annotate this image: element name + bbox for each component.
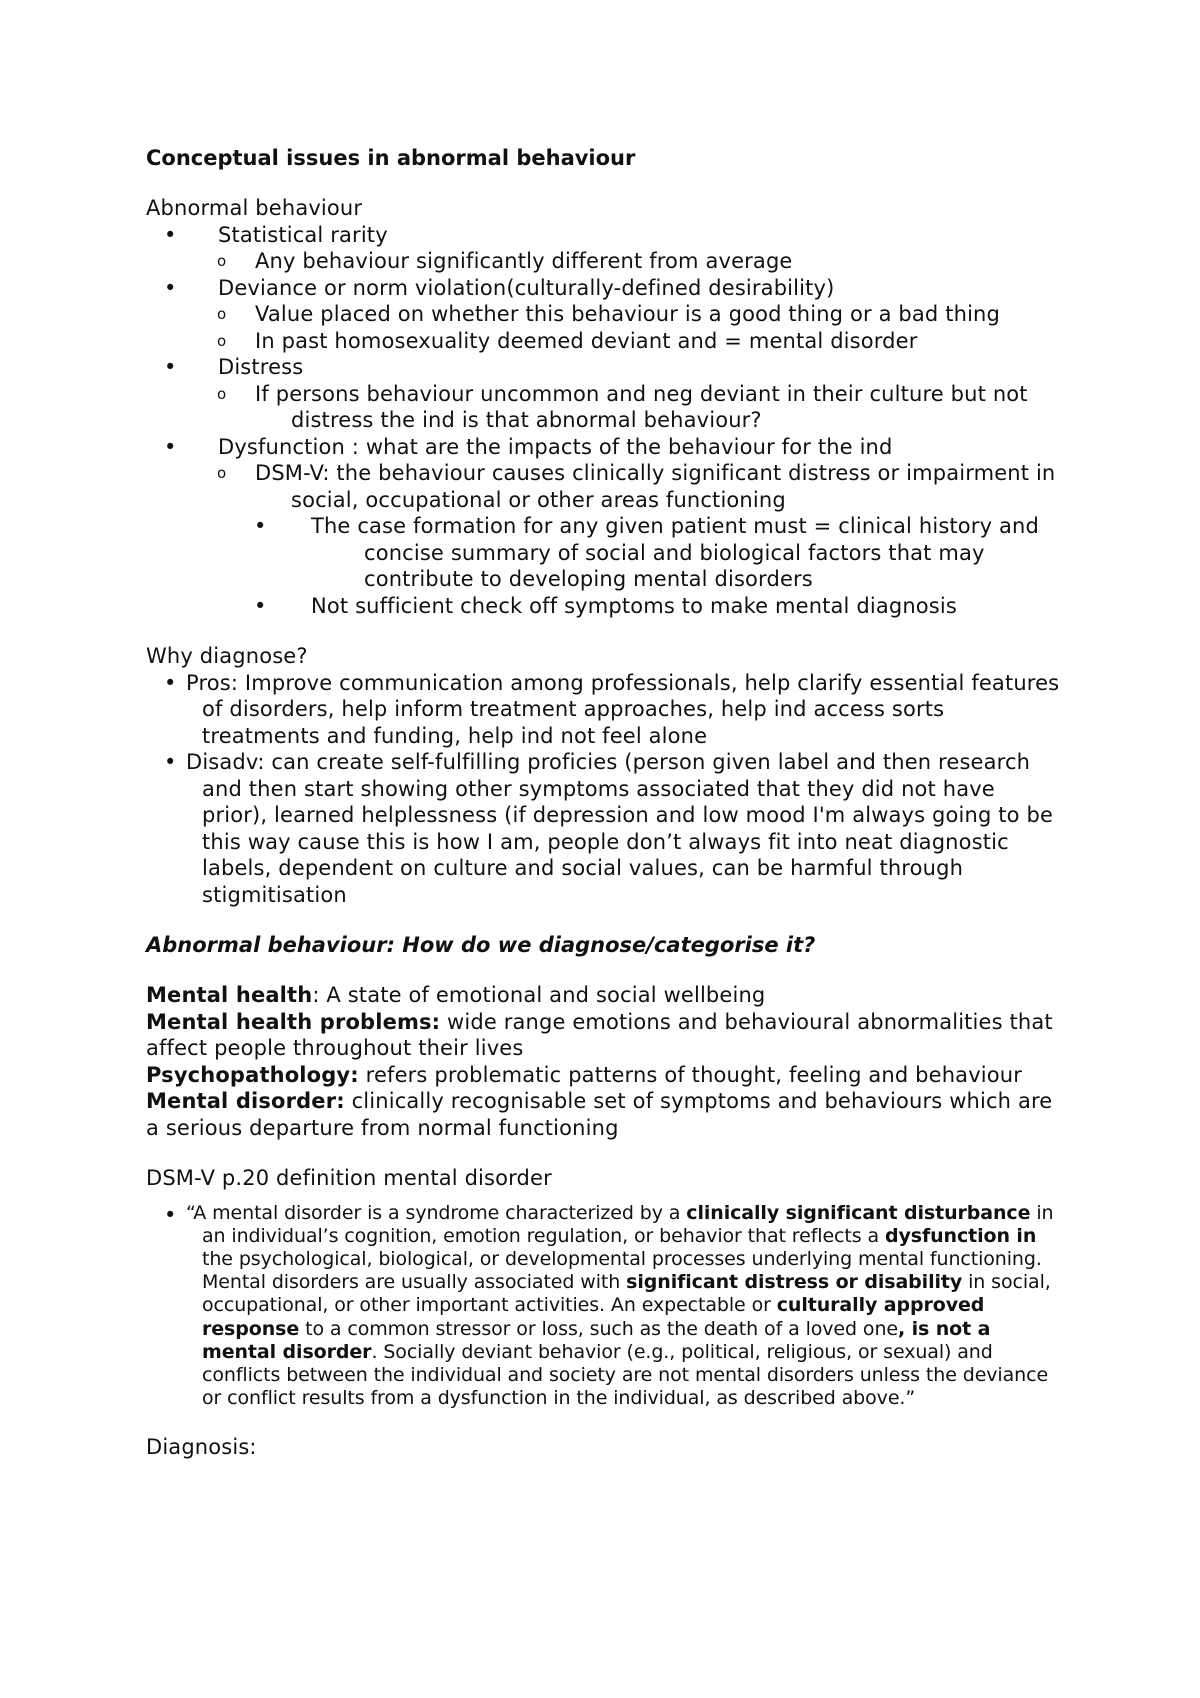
list-item: • Statistical rarity: [164, 222, 388, 247]
circle-bullet-icon: o: [217, 305, 227, 323]
list-item: o Value placed on whether this behaviour is a good thing or a bad thing: [217, 302, 1001, 326]
list-item: • Disadv: can create self-fulfilling proficies (person given label and then research and then start showing other symptoms associated that they did not have prior), learned helplessness (if depression and low mood I'm always going to be this way cause this is how I am, people don’t always fit into neat diagnostic labels, dependent on culture and social values, can be harmful through stigmitisation: [164, 750, 1054, 907]
section-heading-abnormal-behaviour: Abnormal behaviour: [146, 196, 363, 220]
why-diagnose-list: [146, 670, 1066, 909]
definition-mental-health: Mental health: A state of emotional and social wellbeing: [146, 983, 766, 1007]
dsm-quote: • “A mental disorder is a syndrome characterized by a clinically significant disturbance in an individual’s cognition, emotion regulation, or behavior that reflects a dysfunction in the psychological, biological, or developmental processes underlying mental functioning. Mental disorders are usually associated with significant distress or disability in social, occupational, or other important activities. An expectable or culturally approved response to a common stressor or loss, such as the death of a loved one, is not a mental disorder. Socially deviant behavior (e.g., political, religious, or sexual) and conflicts between the individual and society are not mental disorders unless the deviance or conflict results from a dysfunction in the individual, as described above.”: [164, 1201, 1054, 1410]
document-title: Conceptual issues in abnormal behaviour: [146, 146, 636, 170]
definition-mental-disorder: Mental disorder: clinically recognisable set of symptoms and behaviours which are a serious departure from normal functioning: [146, 1089, 1053, 1140]
list-item: • Dysfunction : what are the impacts of the behaviour for the ind: [164, 434, 893, 459]
bullet-icon: •: [254, 514, 267, 538]
section-heading-diagnose-categorise: Abnormal behaviour: How do we diagnose/categorise it?: [146, 933, 816, 957]
section-heading-dsm-definition: DSM-V p.20 definition mental disorder: [146, 1166, 552, 1190]
bullet-icon: •: [164, 222, 177, 247]
definition-psychopathology: Psychopathology: refers problematic patterns of thought, feeling and behaviour: [146, 1062, 1022, 1087]
list-item: • Pros: Improve communication among professionals, help clarify essential features of disorders, help inform treatment approaches, help ind access sorts treatments and funding, help ind not feel alone: [164, 670, 1060, 748]
list-item: • The case formation for any given patient must = clinical history and concise summary of social and biological factors that may contribute to developing mental disorders: [254, 514, 1039, 591]
list-item: • Deviance or norm violation(culturally-defined desirability): [164, 275, 835, 300]
dsm-quote-list: [146, 1202, 1066, 1411]
bullet-icon: •: [254, 593, 267, 618]
definitions-block: [146, 982, 1066, 1141]
list-item: o Any behaviour significantly different from average: [217, 249, 793, 273]
list-item: • Not sufficient check off symptoms to make mental diagnosis: [254, 593, 957, 618]
document-page: [146, 145, 1066, 1461]
circle-bullet-icon: o: [217, 252, 227, 270]
abnormal-behaviour-list: [146, 222, 1066, 620]
circle-bullet-icon: o: [217, 384, 227, 403]
definition-mental-health-problems: Mental health problems: wide range emotions and behavioural abnormalities that affect people throughout their lives: [146, 1009, 1053, 1060]
bullet-icon: •: [164, 355, 177, 379]
bullet-icon: •: [164, 1202, 177, 1227]
list-item: o DSM-V: the behaviour causes clinically significant distress or impairment in social, occupational or other areas functioning: [217, 461, 1056, 512]
circle-bullet-icon: o: [217, 331, 227, 350]
bullet-icon: •: [164, 275, 177, 300]
list-item: o If persons behaviour uncommon and neg deviant in their culture but not distress the ind is that abnormal behaviour?: [217, 381, 1028, 432]
list-item: • Distress: [164, 355, 304, 379]
bullet-icon: •: [164, 670, 177, 695]
circle-bullet-icon: o: [217, 464, 227, 482]
bullet-icon: •: [164, 750, 177, 774]
list-item: o In past homosexuality deemed deviant and = mental disorder: [217, 328, 918, 353]
bullet-icon: •: [164, 434, 177, 459]
section-heading-diagnosis: Diagnosis:: [146, 1435, 257, 1460]
section-heading-why-diagnose: Why diagnose?: [146, 644, 308, 668]
